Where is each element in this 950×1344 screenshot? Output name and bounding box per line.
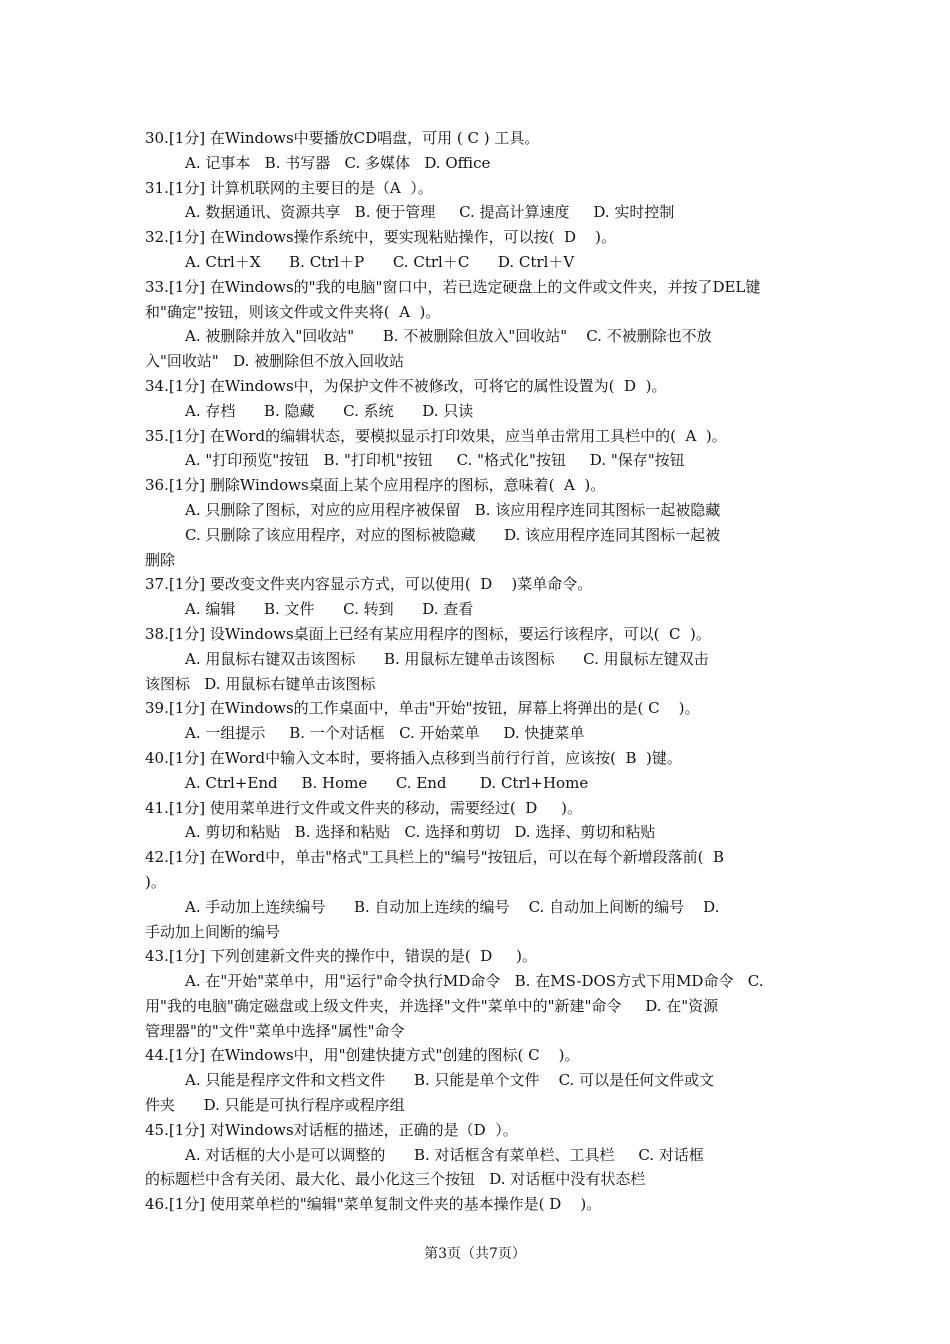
question-line: 和"确定"按钮，则该文件或文件夹将( A )。	[145, 302, 441, 321]
question-line: 删除	[145, 550, 176, 569]
question-line: 38.[1分] 设Windows桌面上已经有某应用程序的图标，要运行该程序，可以( C )。	[145, 624, 711, 643]
question-line: 41.[1分] 使用菜单进行文件或文件夹的移动，需要经过( D )。	[145, 798, 582, 817]
question-line: 45.[1分] 对Windows对话框的描述，正确的是（D ）。	[145, 1120, 518, 1139]
question-line: )。	[145, 872, 166, 891]
question-line: 39.[1分] 在Windows的工作桌面中，单击"开始"按钮，屏幕上将弹出的是( C )。	[145, 699, 700, 718]
answer-options-line: A. 手动加上连续编号 B. 自动加上连续的编号 C. 自动加上间断的编号 D.	[185, 897, 720, 916]
answer-options-line: A. 剪切和粘贴 B. 选择和粘贴 C. 选择和剪切 D. 选择、剪切和粘贴	[185, 823, 656, 842]
question-line: 46.[1分] 使用菜单栏的"编辑"菜单复制文件夹的基本操作是( D )。	[145, 1195, 602, 1214]
answer-options-line: C. 只删除了该应用程序，对应的图标被隐藏 D. 该应用程序连同其图标一起被	[185, 525, 721, 544]
question-line: 管理器"的"文件"菜单中选择"属性"命令	[145, 1021, 405, 1040]
question-line: 手动加上间断的编号	[145, 922, 281, 941]
answer-options-line: A. Ctrl＋X B. Ctrl＋P C. Ctrl＋C D. Ctrl＋V	[185, 252, 575, 271]
question-line: 34.[1分] 在Windows中，为保护文件不被修改，可将它的属性设置为( D )。	[145, 376, 667, 395]
answer-options-line: A. 存档 B. 隐藏 C. 系统 D. 只读	[185, 401, 474, 420]
question-line: 44.[1分] 在Windows中，用"创建快捷方式"创建的图标( C )。	[145, 1046, 580, 1065]
answer-options-line: A. 在"开始"菜单中，用"运行"命令执行MD命令 B. 在MS-DOS方式下用MD命令 C.	[185, 972, 764, 991]
answer-options-line: A. 一组提示 B. 一个对话框 C. 开始菜单 D. 快捷菜单	[185, 724, 585, 743]
answer-options-line: A. 记事本 B. 书写器 C. 多媒体 D. Office	[185, 153, 491, 172]
question-list	[145, 126, 810, 1217]
question-line: 43.[1分] 下列创建新文件夹的操作中，错误的是( D )。	[145, 947, 537, 966]
answer-options-line: A. 编辑 B. 文件 C. 转到 D. 查看	[185, 600, 474, 619]
answer-options-line: A. 只能是程序文件和文档文件 B. 只能是单个文件 C. 可以是任何文件或文	[185, 1071, 715, 1090]
question-line: 入"回收站" D. 被删除但不放入回收站	[145, 352, 405, 371]
question-line: 33.[1分] 在Windows的"我的电脑"窗口中，若已选定硬盘上的文件或文件夹，并按了DEL键	[145, 277, 761, 296]
question-line: 37.[1分] 要改变文件夹内容显示方式，可以使用( D )菜单命令。	[145, 575, 593, 594]
question-line: 32.[1分] 在Windows操作系统中，要实现粘贴操作，可以按( D )。	[145, 228, 616, 247]
question-line: 35.[1分] 在Word的编辑状态，要模拟显示打印效果，应当单击常用工具栏中的( A )。	[145, 426, 727, 445]
question-line: 30.[1分] 在Windows中要播放CD唱盘，可用 ( C ) 工具。	[145, 129, 540, 147]
question-line: 的标题栏中含有关闭、最大化、最小化这三个按钮 D. 对话框中没有状态栏	[145, 1170, 646, 1189]
question-line: 用"我的电脑"确定磁盘或上级文件夹，并选择"文件"菜单中的"新建"命令 D. 在"资源	[145, 996, 719, 1015]
question-line: 42.[1分] 在Word中，单击"格式"工具栏上的"编号"按钮后，可以在每个新增段落前( B	[145, 848, 725, 867]
answer-options-line: A. 数据通讯、资源共享 B. 便于管理 C. 提高计算速度 D. 实时控制	[185, 203, 675, 222]
page-footer: 第3页（共7页）	[424, 1246, 526, 1262]
question-line: 40.[1分] 在Word中输入文本时，要将插入点移到当前行行首，应该按( B )键。	[145, 748, 682, 767]
answer-options-line: A. 只删除了图标，对应的应用程序被保留 B. 该应用程序连同其图标一起被隐藏	[185, 500, 721, 519]
answer-options-line: A. 被删除并放入"回收站" B. 不被删除但放入"回收站" C. 不被删除也不放	[185, 327, 712, 346]
question-line: 31.[1分] 计算机联网的主要目的是（A ）。	[145, 178, 433, 197]
answer-options-line: A. Ctrl+End B. Home C. End D. Ctrl+Home	[185, 773, 589, 792]
question-line: 该图标 D. 用鼠标右键单击该图标	[145, 674, 376, 693]
answer-options-line: A. 用鼠标右键双击该图标 B. 用鼠标左键单击该图标 C. 用鼠标左键双击	[185, 649, 709, 668]
question-line: 件夹 D. 只能是可执行程序或程序组	[145, 1096, 405, 1115]
question-line: 36.[1分] 删除Windows桌面上某个应用程序的图标，意味着( A )。	[145, 476, 606, 495]
answer-options-line: A. 对话框的大小是可以调整的 B. 对话框含有菜单栏、工具栏 C. 对话框	[185, 1145, 704, 1164]
answer-options-line: A. "打印预览"按钮 B. "打印机"按钮 C. "格式化"按钮 D. "保存"按钮	[185, 451, 685, 470]
